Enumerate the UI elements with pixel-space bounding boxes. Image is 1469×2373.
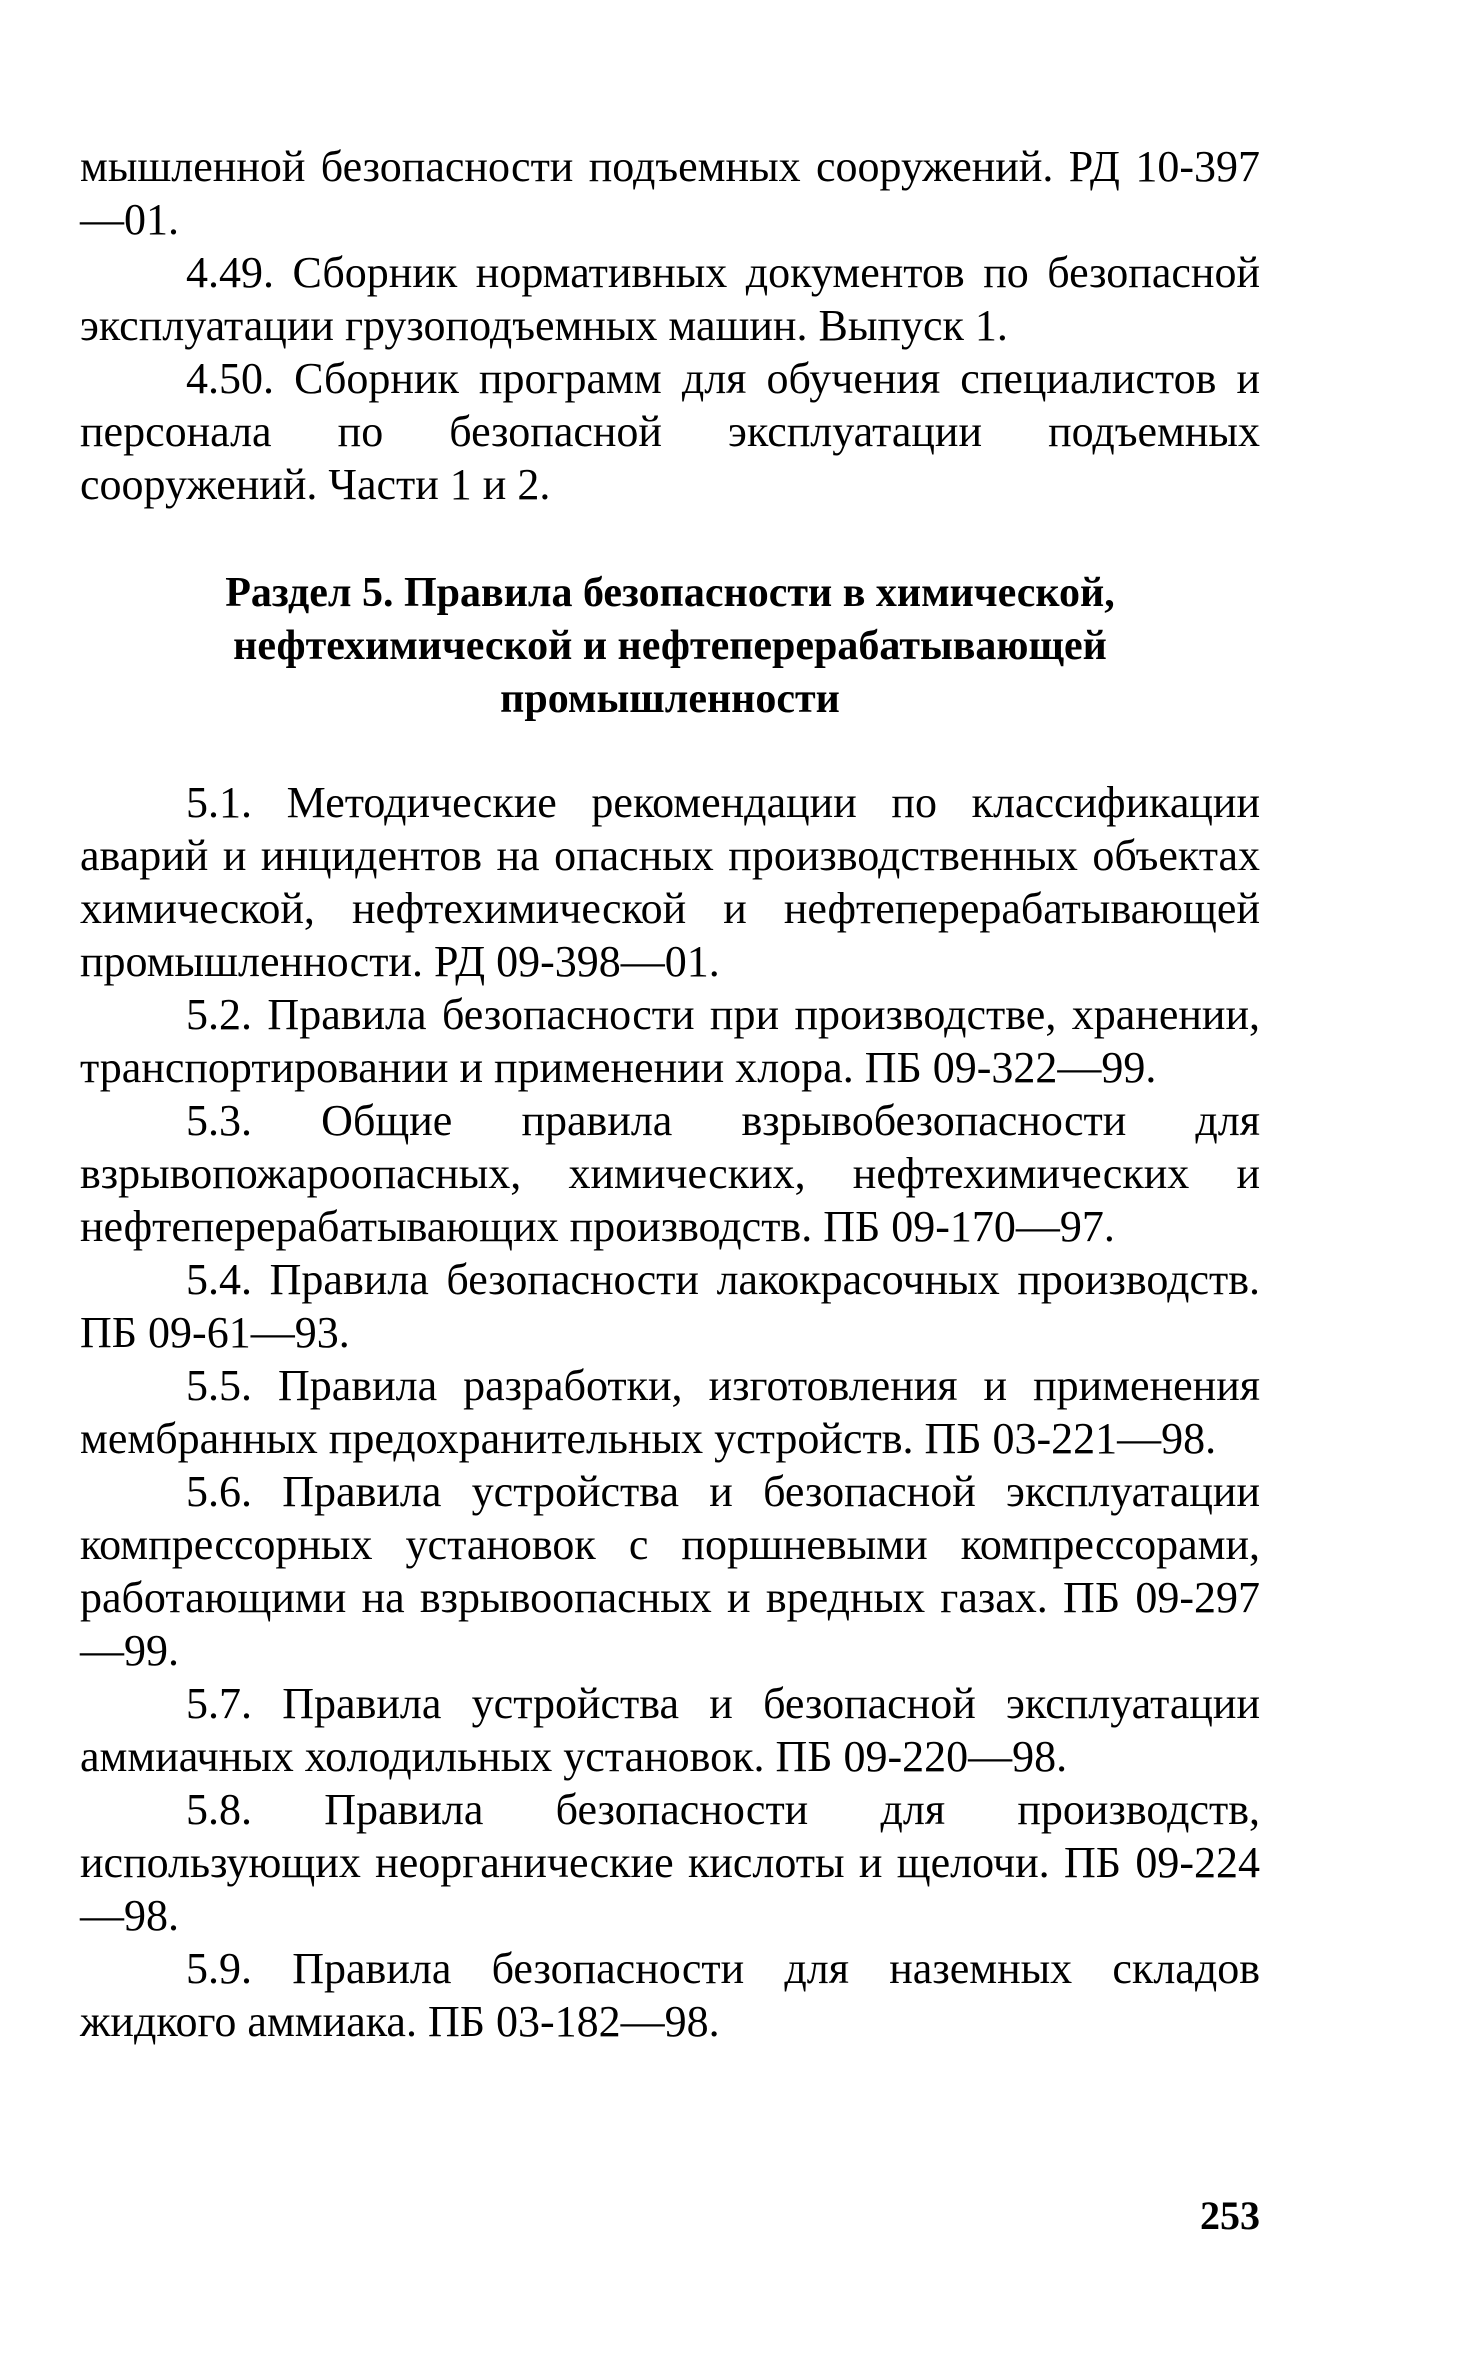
list-item-5-8: 5.8. Правила безопасности для производств, использующих неорганические кислоты и щелочи. ПБ 09-224—98. [80,1785,1260,1940]
section-title-line-2: нефтехимической и нефтеперерабатывающей [233,623,1107,669]
list-item-5-9: 5.9. Правила безопасности для наземных складов жидкого аммиака. ПБ 03-182—98. [80,1944,1260,2046]
continuation-paragraph: мышленной безопасности подъемных сооружений. РД 10-397—01. [80,142,1260,244]
list-item-4-49: 4.49. Сборник нормативных документов по безопасной эксплуатации грузоподъемных машин. Выпуск 1. [80,248,1260,350]
list-item-5-3: 5.3. Общие правила взрывобезопасности для взрывопожароопасных, химических, нефтехимических и нефтеперерабатывающих производств. ПБ 09-170—97. [80,1096,1260,1251]
section-title-line-1: Раздел 5. Правила безопасности в химической, [225,570,1115,616]
page-number: 253 [1200,2193,1260,2238]
list-item-5-6: 5.6. Правила устройства и безопасной эксплуатации компрессорных установок с поршневыми компрессорами, работающими на взрывоопасных и вредных газах. ПБ 09-297—99. [80,1467,1260,1675]
list-item-5-5: 5.5. Правила разработки, изготовления и применения мембранных предохранительных устройств. ПБ 03-221—98. [80,1361,1260,1463]
list-item-5-4: 5.4. Правила безопасности лакокрасочных производств. ПБ 09-61—93. [80,1255,1260,1357]
list-item-5-1: 5.1. Методические рекомендации по классификации аварий и инцидентов на опасных производственных объектах химической, нефтехимической и нефтеперерабатывающей промышленности. РД 09-398—01. [80,778,1260,986]
section-title [80,567,1260,726]
list-item-5-7: 5.7. Правила устройства и безопасной эксплуатации аммиачных холодильных установок. ПБ 09-220—98. [80,1679,1260,1781]
page-body [80,140,1260,2048]
list-item-4-50: 4.50. Сборник программ для обучения специалистов и персонала по безопасной эксплуатации подъемных сооружений. Части 1 и 2. [80,354,1260,509]
section-title-line-3: промышленности [500,676,840,722]
list-item-5-2: 5.2. Правила безопасности при производстве, хранении, транспортировании и применении хлора. ПБ 09-322—99. [80,990,1260,1092]
